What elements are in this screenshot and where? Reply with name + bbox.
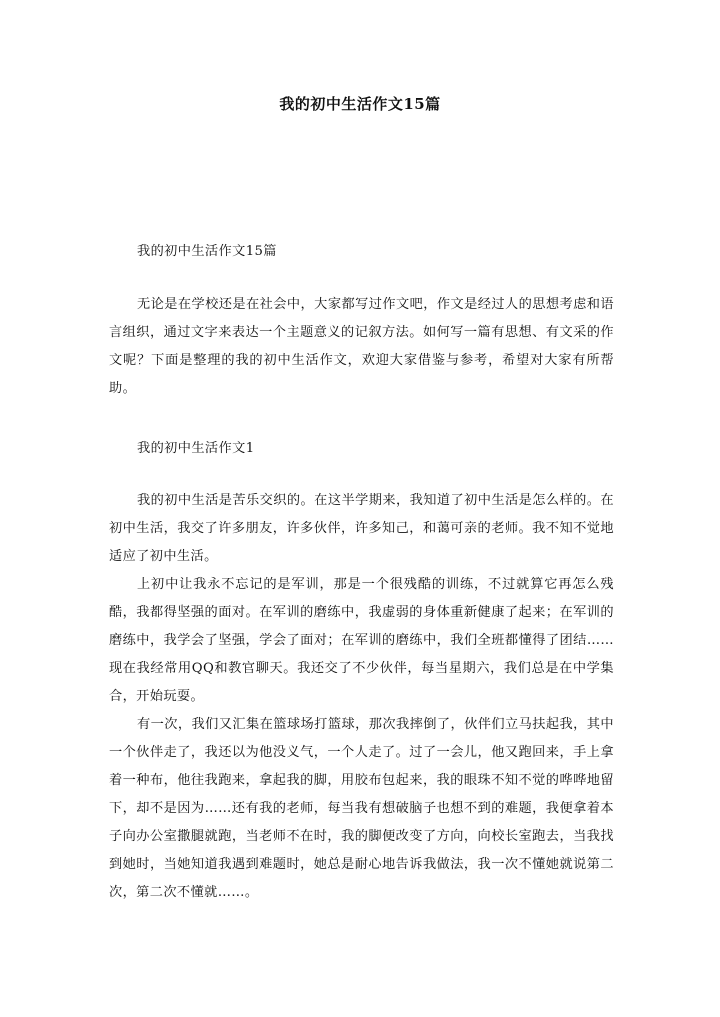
section-body	[109, 487, 614, 907]
document-title: 我的初中生活作文15篇	[279, 95, 441, 113]
document-subtitle: 我的初中生活作文15篇	[137, 244, 277, 259]
intro-paragraph	[109, 291, 614, 403]
paragraph: 我的初中生活是苦乐交织的。在这半学期来，我知道了初中生活是怎么样的。在初中生活，我交了许多朋友，许多伙伴，许多知己，和蔼可亲的老师。我不知不觉地适应了初中生活。	[109, 493, 614, 564]
section-heading: 我的初中生活作文1	[137, 441, 255, 456]
intro-text: 无论是在学校还是在社会中，大家都写过作文吧，作文是经过人的思想考虑和语言组织，通过文字来表达一个主题意义的记叙方法。如何写一篇有思想、有文采的作文呢？下面是整理的我的初中生活作文，欢迎大家借鉴与参考，希望对大家有所帮助。	[109, 297, 614, 396]
paragraph: 上初中让我永不忘记的是军训，那是一个很残酷的训练，不过就算它再怎么残酷，我都得坚强的面对。在军训的磨练中，我虚弱的身体重新健康了起来；在军训的磨练中，我学会了坚强，学会了面对；在军训的磨练中，我们全班都懂得了团结……现在我经常用QQ和教官聊天。我还交了不少伙伴，每当星期六，我们总是在中学集合，开始玩耍。	[109, 577, 614, 704]
paragraph: 有一次，我们又汇集在篮球场打篮球，那次我摔倒了，伙伴们立马扶起我，其中一个伙伴走了，我还以为他没义气，一个人走了。过了一会儿，他又跑回来，手上拿着一种布，他往我跑来，拿起我的脚，用胶布包起来，我的眼珠不知不觉的哗哗地留下，却不是因为……还有我的老师，每当我有想破脑子也想不到的难题，我便拿着本子向办公室撒腿就跑，当老师不在时，我的脚便改变了方向，向校长室跑去，当我找到她时，当她知道我遇到难题时，她总是耐心地告诉我做法，我一次不懂她就说第二次，第二次不懂就……。	[109, 717, 614, 900]
